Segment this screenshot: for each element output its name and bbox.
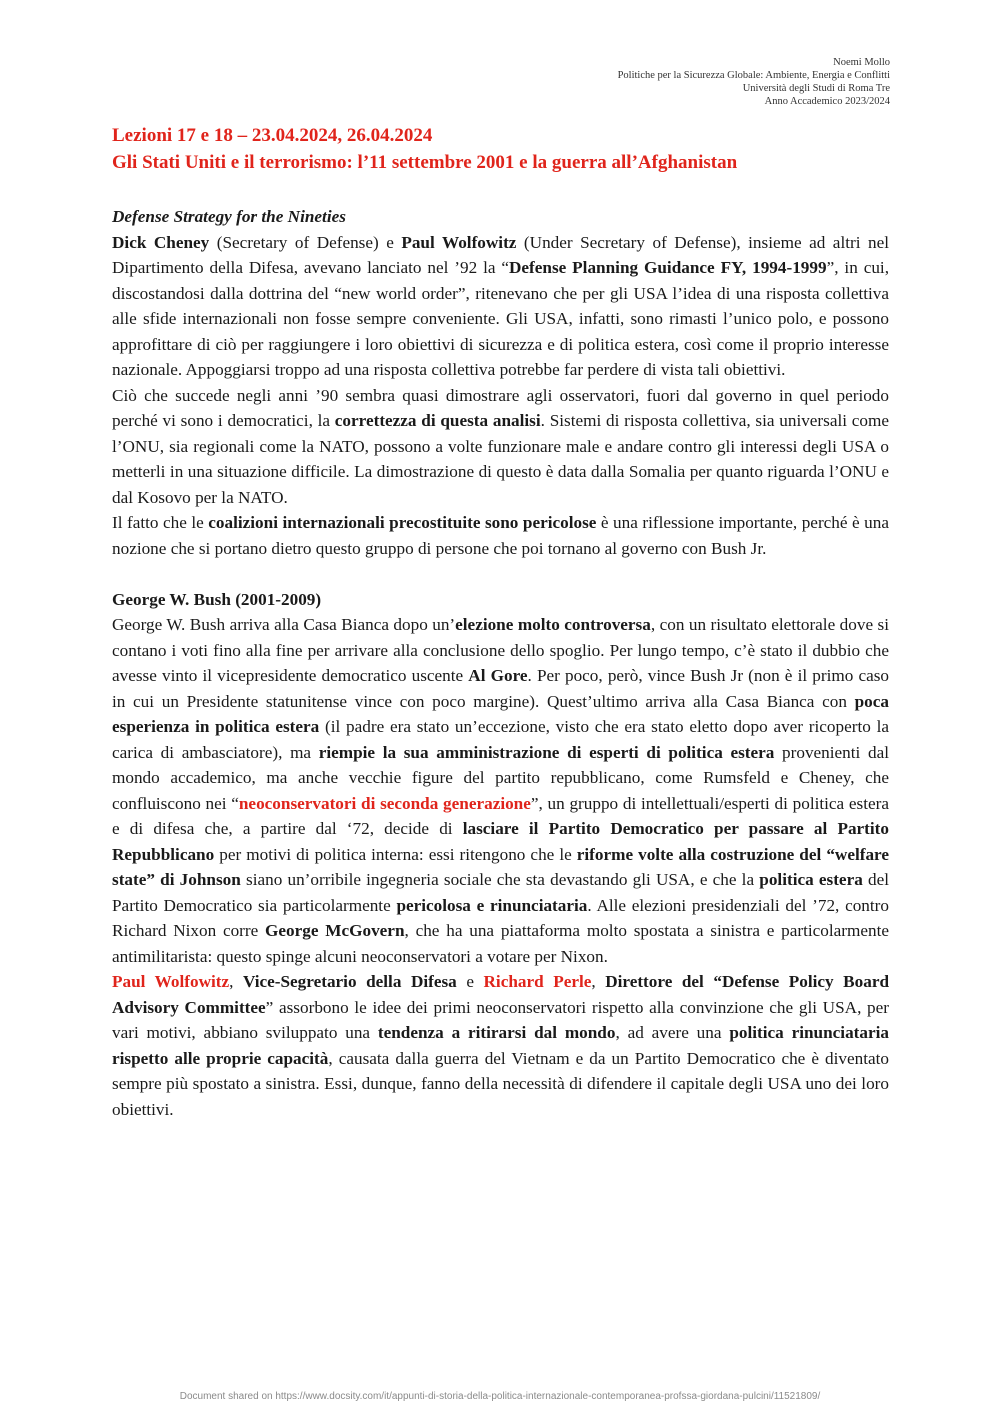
section-heading-george-bush: George W. Bush (2001-2009)	[112, 589, 322, 609]
paragraph: Paul Wolfowitz, Vice-Segretario della Difesa e Richard Perle, Direttore del “Defense Policy Board Advisory Committee” assorbono le idee dei primi neoconservatori rispetto alla convinzione che gli USA, per vari motivi, abbiano sviluppato una tendenza a ritirarsi dal mondo, ad avere una politica rinunciataria rispetto alle proprie capacità, causata dalla guerra del Vietnam e da un Partito Democratico che è diventato sempre più spostato a sinistra. Essi, dunque, fanno della necessità di difendere il capitale degli USA uno dei loro obiettivi.	[112, 972, 890, 1119]
header-university: Università degli Studi di Roma Tre	[742, 83, 890, 94]
paragraph: Il fatto che le coalizioni internazionali precostituite sono pericolose è una riflessione importante, perché è una nozione che si portano dietro questo gruppo di persone che poi tornano al governo con Bush Jr.	[112, 513, 889, 558]
header-author: Noemi Mollo	[833, 57, 890, 68]
paragraph: George W. Bush arriva alla Casa Bianca dopo un’elezione molto controversa, con un risultato elettorale dove si contano i voti fino alla fine per arrivare alla conclusione dello spoglio. Per lungo tempo, c’è stato il dubbio che avesse vinto il vicepresidente democratico uscente Al Gore. Per poco, però, vince Bush Jr (non è il primo caso in cui un Presidente statunitense vince con poco margine). Quest’ultimo arriva alla Casa Bianca con poca esperienza in politica estera (il padre era stato un’eccezione, visto che era stato eletto dopo aver ricoperto la carica di ambasciatore), ma riempie la sua amministrazione di esperti di politica estera provenienti dal mondo accademico, ma anche vecchie figure del partito repubblicano, come Rumsfeld e Cheney, che confluiscono nei “neoconservatori di seconda generazione”, un gruppo di intellettuali/esperti di politica estera e di difesa che, a partire dal ‘72, decide di lasciare il Partito Democratico per passare al Partito Repubblicano per motivi di politica interna: essi ritengono che le riforme volte alla costruzione del “welfare state” di Johnson siano un’orribile ingegneria sociale che sta devastando gli USA, e che la politica estera del Partito Democratico sia particolarmente pericolosa e rinunciataria. Alle elezioni presidenziali del ’72, contro Richard Nixon corre George McGovern, che ha una piattaforma molto spostata a sinistra e particolarmente antimilitarista: questo spinge alcuni neoconservatori a votare per Nixon.	[112, 615, 889, 966]
lecture-title-line1: Lezioni 17 e 18 – 23.04.2024, 26.04.2024	[112, 125, 433, 146]
header-course: Politiche per la Sicurezza Globale: Ambiente, Energia e Conflitti	[617, 70, 890, 81]
document-body	[112, 204, 889, 1122]
lecture-title-line2: Gli Stati Uniti e il terrorismo: l’11 settembre 2001 e la guerra all’Afghanistan	[112, 152, 738, 173]
document-header	[618, 56, 890, 108]
section-heading-defense-strategy: Defense Strategy for the Nineties	[112, 207, 346, 226]
header-year: Anno Accademico 2023/2024	[764, 96, 890, 107]
lecture-title	[112, 122, 892, 176]
paragraph: Dick Cheney (Secretary of Defense) e Paul Wolfowitz (Under Secretary of Defense), insieme ad altri nel Dipartimento della Difesa, avevano lanciato nel ’92 la “Defense Planning Guidance FY, 1994-1999”, in cui, discostandosi dalla dottrina del “new world order”, ritenevano che per gli USA l’idea di una risposta collettiva alle sfide internazionali non fosse sempre conveniente. Gli USA, infatti, sono rimasti l’unico polo, e possono approfittare di ciò per raggiungere i loro obiettivi di sicurezza e di politica estera, così come il proprio interesse nazionale. Appoggiarsi troppo ad una risposta collettiva potrebbe far perdere di vista tali obiettivi.	[112, 232, 889, 379]
paragraph: Ciò che succede negli anni ’90 sembra quasi dimostrare agli osservatori, fuori dal governo in quel periodo perché vi sono i democratici, la correttezza di questa analisi. Sistemi di risposta collettiva, sia universali come l’ONU, sia regionali come la NATO, possono a volte funzionare male e andare contro gli interessi degli USA o metterli in una situazione difficile. La dimostrazione di questo è data dalla Somalia per quanto riguarda l’ONU e dal Kosovo per la NATO.	[112, 385, 890, 507]
document-footer: Document shared on https://www.docsity.com/it/appunti-di-storia-della-politica-internazionale-contemporanea-profssa-giordana-pulcini/11521809/	[179, 1391, 821, 1402]
spacer	[112, 561, 889, 587]
